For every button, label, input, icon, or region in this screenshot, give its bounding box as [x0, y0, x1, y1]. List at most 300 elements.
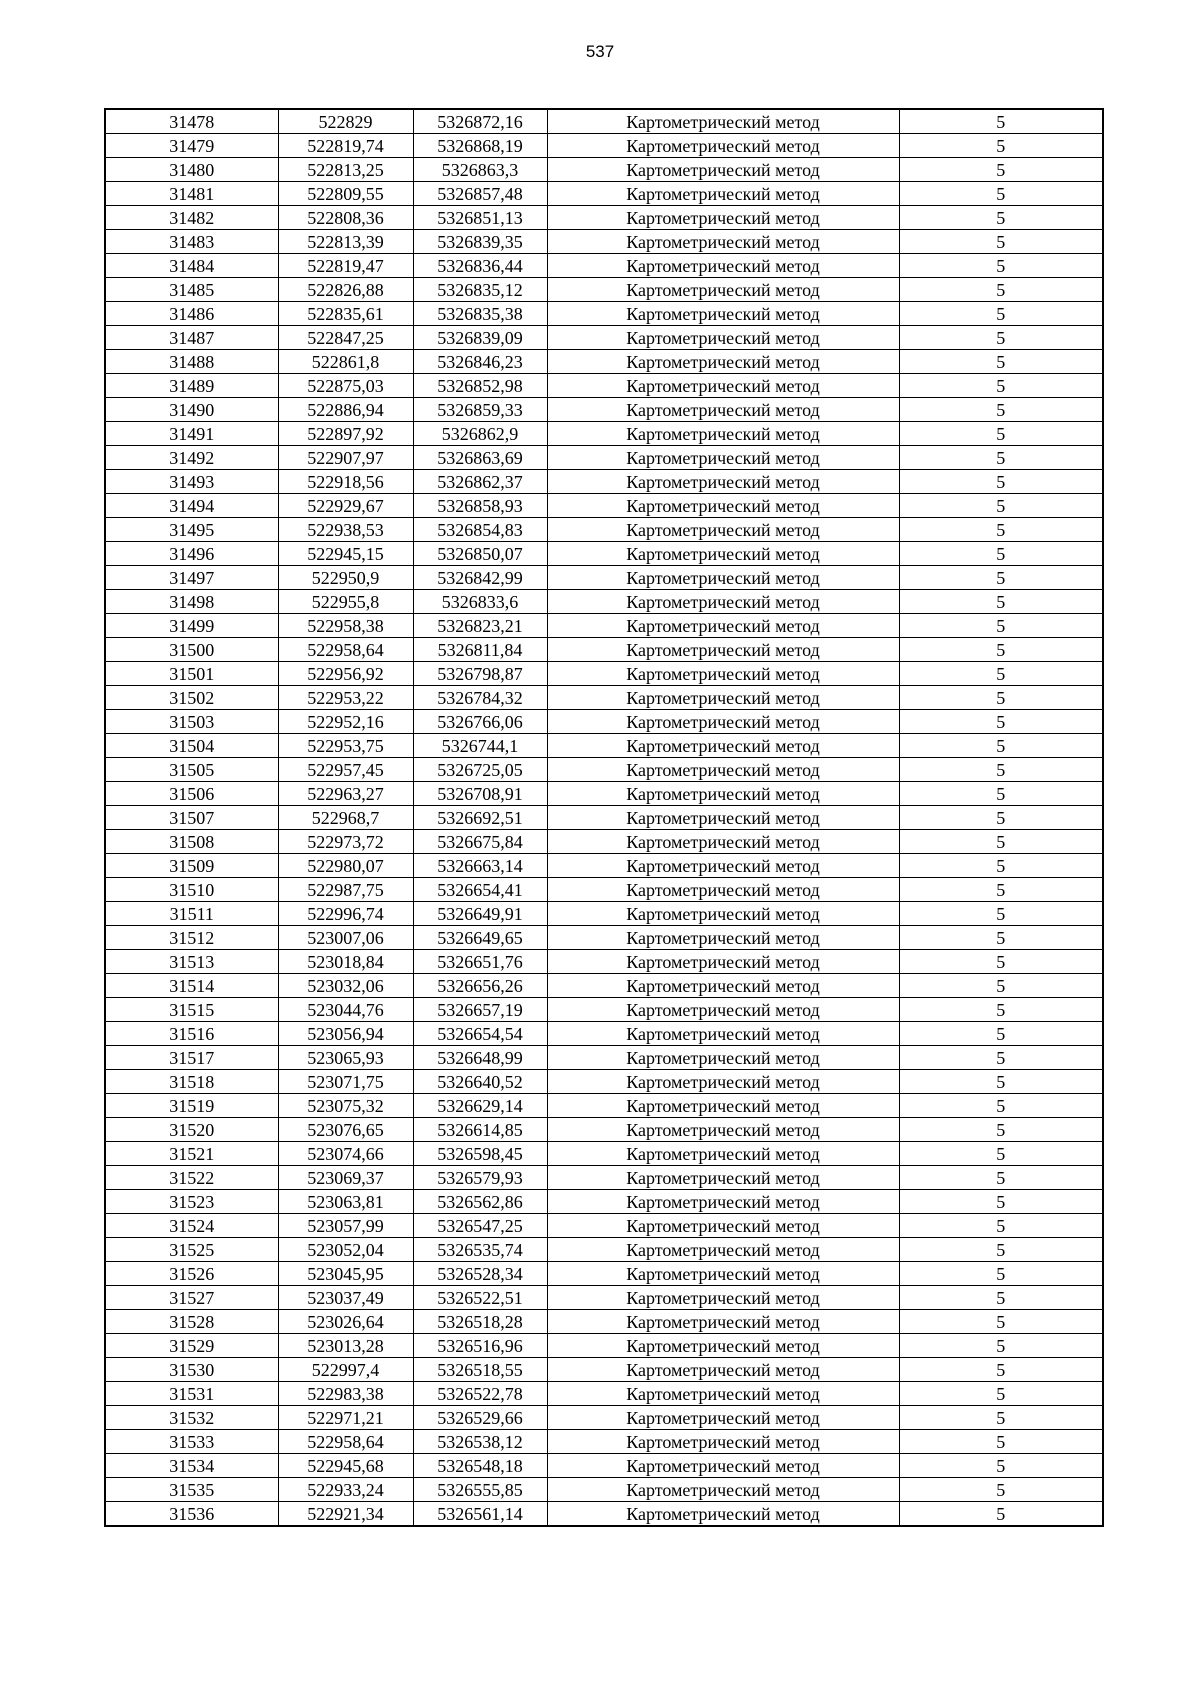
table-row: [105, 926, 1103, 950]
accuracy-cell: 5: [899, 326, 1103, 350]
y-coordinate-cell: 5326862,9: [413, 422, 547, 446]
method-cell: Картометрический метод: [547, 494, 899, 518]
point-number-cell: 31491: [105, 422, 278, 446]
point-number-cell: 31488: [105, 350, 278, 374]
x-coordinate-cell: 522971,21: [278, 1406, 413, 1430]
table-row: [105, 398, 1103, 422]
table-row: [105, 974, 1103, 998]
y-coordinate-cell: 5326629,14: [413, 1094, 547, 1118]
point-number-cell: 31480: [105, 158, 278, 182]
method-cell: Картометрический метод: [547, 854, 899, 878]
method-cell: Картометрический метод: [547, 1166, 899, 1190]
point-number-cell: 31514: [105, 974, 278, 998]
method-cell: Картометрический метод: [547, 518, 899, 542]
y-coordinate-cell: 5326863,69: [413, 446, 547, 470]
method-cell: Картометрический метод: [547, 902, 899, 926]
accuracy-cell: 5: [899, 1310, 1103, 1334]
y-coordinate-cell: 5326555,85: [413, 1478, 547, 1502]
method-cell: Картометрический метод: [547, 278, 899, 302]
accuracy-cell: 5: [899, 374, 1103, 398]
table-row: [105, 1310, 1103, 1334]
y-coordinate-cell: 5326784,32: [413, 686, 547, 710]
point-number-cell: 31528: [105, 1310, 278, 1334]
method-cell: Картометрический метод: [547, 590, 899, 614]
point-number-cell: 31487: [105, 326, 278, 350]
table-row: [105, 782, 1103, 806]
x-coordinate-cell: 522980,07: [278, 854, 413, 878]
y-coordinate-cell: 5326649,65: [413, 926, 547, 950]
accuracy-cell: 5: [899, 542, 1103, 566]
method-cell: Картометрический метод: [547, 662, 899, 686]
table-row: [105, 806, 1103, 830]
point-number-cell: 31479: [105, 134, 278, 158]
x-coordinate-cell: 523045,95: [278, 1262, 413, 1286]
x-coordinate-cell: 522953,75: [278, 734, 413, 758]
accuracy-cell: 5: [899, 206, 1103, 230]
x-coordinate-cell: 522813,25: [278, 158, 413, 182]
accuracy-cell: 5: [899, 230, 1103, 254]
accuracy-cell: 5: [899, 1286, 1103, 1310]
x-coordinate-cell: 522921,34: [278, 1502, 413, 1527]
table-row: [105, 710, 1103, 734]
point-number-cell: 31520: [105, 1118, 278, 1142]
table-row: [105, 638, 1103, 662]
point-number-cell: 31535: [105, 1478, 278, 1502]
y-coordinate-cell: 5326651,76: [413, 950, 547, 974]
table-row: [105, 1502, 1103, 1527]
y-coordinate-cell: 5326835,12: [413, 278, 547, 302]
y-coordinate-cell: 5326614,85: [413, 1118, 547, 1142]
point-number-cell: 31529: [105, 1334, 278, 1358]
point-number-cell: 31524: [105, 1214, 278, 1238]
x-coordinate-cell: 522829: [278, 109, 413, 134]
x-coordinate-cell: 523018,84: [278, 950, 413, 974]
method-cell: Картометрический метод: [547, 182, 899, 206]
x-coordinate-cell: 522886,94: [278, 398, 413, 422]
y-coordinate-cell: 5326850,07: [413, 542, 547, 566]
x-coordinate-cell: 522945,68: [278, 1454, 413, 1478]
point-number-cell: 31500: [105, 638, 278, 662]
accuracy-cell: 5: [899, 1334, 1103, 1358]
table-row: [105, 326, 1103, 350]
table-row: [105, 1262, 1103, 1286]
method-cell: Картометрический метод: [547, 998, 899, 1022]
method-cell: Картометрический метод: [547, 566, 899, 590]
table-body: [105, 109, 1103, 1526]
x-coordinate-cell: 523069,37: [278, 1166, 413, 1190]
accuracy-cell: 5: [899, 830, 1103, 854]
x-coordinate-cell: 522809,55: [278, 182, 413, 206]
x-coordinate-cell: 522958,38: [278, 614, 413, 638]
accuracy-cell: 5: [899, 278, 1103, 302]
accuracy-cell: 5: [899, 614, 1103, 638]
point-number-cell: 31499: [105, 614, 278, 638]
method-cell: Картометрический метод: [547, 638, 899, 662]
method-cell: Картометрический метод: [547, 878, 899, 902]
x-coordinate-cell: 522958,64: [278, 1430, 413, 1454]
y-coordinate-cell: 5326518,28: [413, 1310, 547, 1334]
method-cell: Картометрический метод: [547, 926, 899, 950]
point-number-cell: 31508: [105, 830, 278, 854]
y-coordinate-cell: 5326649,91: [413, 902, 547, 926]
method-cell: Картометрический метод: [547, 1238, 899, 1262]
accuracy-cell: 5: [899, 182, 1103, 206]
accuracy-cell: 5: [899, 1238, 1103, 1262]
x-coordinate-cell: 523057,99: [278, 1214, 413, 1238]
point-number-cell: 31525: [105, 1238, 278, 1262]
table-row: [105, 1022, 1103, 1046]
table-row: [105, 758, 1103, 782]
table-row: [105, 494, 1103, 518]
point-number-cell: 31486: [105, 302, 278, 326]
point-number-cell: 31512: [105, 926, 278, 950]
accuracy-cell: 5: [899, 1166, 1103, 1190]
x-coordinate-cell: 522950,9: [278, 566, 413, 590]
point-number-cell: 31517: [105, 1046, 278, 1070]
method-cell: Картометрический метод: [547, 109, 899, 134]
accuracy-cell: 5: [899, 1094, 1103, 1118]
method-cell: Картометрический метод: [547, 1118, 899, 1142]
y-coordinate-cell: 5326654,41: [413, 878, 547, 902]
table-row: [105, 662, 1103, 686]
point-number-cell: 31533: [105, 1430, 278, 1454]
y-coordinate-cell: 5326654,54: [413, 1022, 547, 1046]
x-coordinate-cell: 522826,88: [278, 278, 413, 302]
table-row: [105, 1478, 1103, 1502]
method-cell: Картометрический метод: [547, 134, 899, 158]
y-coordinate-cell: 5326857,48: [413, 182, 547, 206]
accuracy-cell: 5: [899, 566, 1103, 590]
table-row: [105, 1358, 1103, 1382]
table-row: [105, 446, 1103, 470]
accuracy-cell: 5: [899, 350, 1103, 374]
method-cell: Картометрический метод: [547, 1310, 899, 1334]
x-coordinate-cell: 522918,56: [278, 470, 413, 494]
method-cell: Картометрический метод: [547, 1382, 899, 1406]
y-coordinate-cell: 5326598,45: [413, 1142, 547, 1166]
table-row: [105, 1142, 1103, 1166]
method-cell: Картометрический метод: [547, 1214, 899, 1238]
accuracy-cell: 5: [899, 398, 1103, 422]
table-row: [105, 590, 1103, 614]
table-row: [105, 158, 1103, 182]
accuracy-cell: 5: [899, 878, 1103, 902]
x-coordinate-cell: 522983,38: [278, 1382, 413, 1406]
y-coordinate-cell: 5326640,52: [413, 1070, 547, 1094]
x-coordinate-cell: 522938,53: [278, 518, 413, 542]
x-coordinate-cell: 523056,94: [278, 1022, 413, 1046]
accuracy-cell: 5: [899, 998, 1103, 1022]
point-number-cell: 31498: [105, 590, 278, 614]
table-row: [105, 134, 1103, 158]
accuracy-cell: 5: [899, 758, 1103, 782]
method-cell: Картометрический метод: [547, 206, 899, 230]
y-coordinate-cell: 5326657,19: [413, 998, 547, 1022]
accuracy-cell: 5: [899, 902, 1103, 926]
point-number-cell: 31509: [105, 854, 278, 878]
y-coordinate-cell: 5326648,99: [413, 1046, 547, 1070]
y-coordinate-cell: 5326859,33: [413, 398, 547, 422]
y-coordinate-cell: 5326858,93: [413, 494, 547, 518]
y-coordinate-cell: 5326863,3: [413, 158, 547, 182]
point-number-cell: 31531: [105, 1382, 278, 1406]
y-coordinate-cell: 5326811,84: [413, 638, 547, 662]
table-row: [105, 182, 1103, 206]
accuracy-cell: 5: [899, 1190, 1103, 1214]
point-number-cell: 31515: [105, 998, 278, 1022]
point-number-cell: 31506: [105, 782, 278, 806]
coordinates-table: [104, 108, 1104, 1527]
method-cell: Картометрический метод: [547, 1454, 899, 1478]
accuracy-cell: 5: [899, 1262, 1103, 1286]
x-coordinate-cell: 523037,49: [278, 1286, 413, 1310]
method-cell: Картометрический метод: [547, 830, 899, 854]
accuracy-cell: 5: [899, 1142, 1103, 1166]
table-row: [105, 1190, 1103, 1214]
x-coordinate-cell: 522819,47: [278, 254, 413, 278]
accuracy-cell: 5: [899, 518, 1103, 542]
point-number-cell: 31482: [105, 206, 278, 230]
y-coordinate-cell: 5326766,06: [413, 710, 547, 734]
method-cell: Картометрический метод: [547, 1070, 899, 1094]
method-cell: Картометрический метод: [547, 254, 899, 278]
table-row: [105, 1430, 1103, 1454]
method-cell: Картометрический метод: [547, 686, 899, 710]
point-number-cell: 31526: [105, 1262, 278, 1286]
point-number-cell: 31495: [105, 518, 278, 542]
table-row: [105, 1166, 1103, 1190]
y-coordinate-cell: 5326561,14: [413, 1502, 547, 1527]
accuracy-cell: 5: [899, 1070, 1103, 1094]
method-cell: Картометрический метод: [547, 1022, 899, 1046]
x-coordinate-cell: 523052,04: [278, 1238, 413, 1262]
method-cell: Картометрический метод: [547, 350, 899, 374]
accuracy-cell: 5: [899, 1382, 1103, 1406]
point-number-cell: 31527: [105, 1286, 278, 1310]
y-coordinate-cell: 5326663,14: [413, 854, 547, 878]
method-cell: Картометрический метод: [547, 1478, 899, 1502]
x-coordinate-cell: 522907,97: [278, 446, 413, 470]
x-coordinate-cell: 522953,22: [278, 686, 413, 710]
point-number-cell: 31523: [105, 1190, 278, 1214]
method-cell: Картометрический метод: [547, 950, 899, 974]
table-row: [105, 109, 1103, 134]
x-coordinate-cell: 522957,45: [278, 758, 413, 782]
method-cell: Картометрический метод: [547, 806, 899, 830]
accuracy-cell: 5: [899, 1022, 1103, 1046]
table-row: [105, 902, 1103, 926]
accuracy-cell: 5: [899, 1118, 1103, 1142]
x-coordinate-cell: 523007,06: [278, 926, 413, 950]
point-number-cell: 31510: [105, 878, 278, 902]
y-coordinate-cell: 5326839,35: [413, 230, 547, 254]
accuracy-cell: 5: [899, 470, 1103, 494]
y-coordinate-cell: 5326836,44: [413, 254, 547, 278]
table-row: [105, 566, 1103, 590]
y-coordinate-cell: 5326529,66: [413, 1406, 547, 1430]
method-cell: Картометрический метод: [547, 302, 899, 326]
table-row: [105, 1094, 1103, 1118]
table-row: [105, 1334, 1103, 1358]
y-coordinate-cell: 5326708,91: [413, 782, 547, 806]
method-cell: Картометрический метод: [547, 470, 899, 494]
point-number-cell: 31501: [105, 662, 278, 686]
y-coordinate-cell: 5326548,18: [413, 1454, 547, 1478]
accuracy-cell: 5: [899, 1454, 1103, 1478]
x-coordinate-cell: 522933,24: [278, 1478, 413, 1502]
table-row: [105, 374, 1103, 398]
x-coordinate-cell: 522897,92: [278, 422, 413, 446]
y-coordinate-cell: 5326862,37: [413, 470, 547, 494]
point-number-cell: 31494: [105, 494, 278, 518]
page-number: 537: [585, 42, 615, 61]
point-number-cell: 31511: [105, 902, 278, 926]
y-coordinate-cell: 5326518,55: [413, 1358, 547, 1382]
table-row: [105, 518, 1103, 542]
accuracy-cell: 5: [899, 782, 1103, 806]
x-coordinate-cell: 522987,75: [278, 878, 413, 902]
method-cell: Картометрический метод: [547, 758, 899, 782]
accuracy-cell: 5: [899, 1430, 1103, 1454]
accuracy-cell: 5: [899, 734, 1103, 758]
method-cell: Картометрический метод: [547, 1430, 899, 1454]
method-cell: Картометрический метод: [547, 734, 899, 758]
table-row: [105, 1214, 1103, 1238]
x-coordinate-cell: 523026,64: [278, 1310, 413, 1334]
y-coordinate-cell: 5326528,34: [413, 1262, 547, 1286]
accuracy-cell: 5: [899, 926, 1103, 950]
method-cell: Картометрический метод: [547, 1190, 899, 1214]
table-row: [105, 830, 1103, 854]
x-coordinate-cell: 522968,7: [278, 806, 413, 830]
method-cell: Картометрический метод: [547, 1358, 899, 1382]
table-row: [105, 542, 1103, 566]
x-coordinate-cell: 523075,32: [278, 1094, 413, 1118]
accuracy-cell: 5: [899, 638, 1103, 662]
table-row: [105, 1238, 1103, 1262]
table-row: [105, 1070, 1103, 1094]
y-coordinate-cell: 5326725,05: [413, 758, 547, 782]
table-row: [105, 998, 1103, 1022]
x-coordinate-cell: 522819,74: [278, 134, 413, 158]
accuracy-cell: 5: [899, 158, 1103, 182]
x-coordinate-cell: 522813,39: [278, 230, 413, 254]
method-cell: Картометрический метод: [547, 1046, 899, 1070]
point-number-cell: 31536: [105, 1502, 278, 1527]
y-coordinate-cell: 5326872,16: [413, 109, 547, 134]
point-number-cell: 31532: [105, 1406, 278, 1430]
table-row: [105, 734, 1103, 758]
y-coordinate-cell: 5326839,09: [413, 326, 547, 350]
x-coordinate-cell: 522963,27: [278, 782, 413, 806]
accuracy-cell: 5: [899, 302, 1103, 326]
point-number-cell: 31490: [105, 398, 278, 422]
x-coordinate-cell: 523063,81: [278, 1190, 413, 1214]
method-cell: Картометрический метод: [547, 1094, 899, 1118]
accuracy-cell: 5: [899, 1502, 1103, 1527]
y-coordinate-cell: 5326852,98: [413, 374, 547, 398]
table-row: [105, 1406, 1103, 1430]
accuracy-cell: 5: [899, 590, 1103, 614]
table-row: [105, 1286, 1103, 1310]
y-coordinate-cell: 5326835,38: [413, 302, 547, 326]
method-cell: Картометрический метод: [547, 1334, 899, 1358]
y-coordinate-cell: 5326854,83: [413, 518, 547, 542]
accuracy-cell: 5: [899, 1478, 1103, 1502]
x-coordinate-cell: 522861,8: [278, 350, 413, 374]
method-cell: Картометрический метод: [547, 1502, 899, 1527]
point-number-cell: 31505: [105, 758, 278, 782]
point-number-cell: 31504: [105, 734, 278, 758]
y-coordinate-cell: 5326744,1: [413, 734, 547, 758]
accuracy-cell: 5: [899, 974, 1103, 998]
x-coordinate-cell: 523076,65: [278, 1118, 413, 1142]
x-coordinate-cell: 522835,61: [278, 302, 413, 326]
point-number-cell: 31522: [105, 1166, 278, 1190]
table-row: [105, 686, 1103, 710]
accuracy-cell: 5: [899, 494, 1103, 518]
y-coordinate-cell: 5326656,26: [413, 974, 547, 998]
accuracy-cell: 5: [899, 710, 1103, 734]
method-cell: Картометрический метод: [547, 230, 899, 254]
accuracy-cell: 5: [899, 806, 1103, 830]
point-number-cell: 31489: [105, 374, 278, 398]
accuracy-cell: 5: [899, 686, 1103, 710]
table-row: [105, 254, 1103, 278]
point-number-cell: 31492: [105, 446, 278, 470]
table-row: [105, 206, 1103, 230]
accuracy-cell: 5: [899, 662, 1103, 686]
point-number-cell: 31518: [105, 1070, 278, 1094]
point-number-cell: 31534: [105, 1454, 278, 1478]
x-coordinate-cell: 523065,93: [278, 1046, 413, 1070]
y-coordinate-cell: 5326842,99: [413, 566, 547, 590]
y-coordinate-cell: 5326538,12: [413, 1430, 547, 1454]
y-coordinate-cell: 5326522,78: [413, 1382, 547, 1406]
method-cell: Картометрический метод: [547, 1142, 899, 1166]
y-coordinate-cell: 5326547,25: [413, 1214, 547, 1238]
method-cell: Картометрический метод: [547, 542, 899, 566]
y-coordinate-cell: 5326579,93: [413, 1166, 547, 1190]
accuracy-cell: 5: [899, 1046, 1103, 1070]
x-coordinate-cell: 522875,03: [278, 374, 413, 398]
point-number-cell: 31483: [105, 230, 278, 254]
accuracy-cell: 5: [899, 109, 1103, 134]
accuracy-cell: 5: [899, 1358, 1103, 1382]
accuracy-cell: 5: [899, 950, 1103, 974]
y-coordinate-cell: 5326562,86: [413, 1190, 547, 1214]
x-coordinate-cell: 522973,72: [278, 830, 413, 854]
x-coordinate-cell: 522955,8: [278, 590, 413, 614]
y-coordinate-cell: 5326823,21: [413, 614, 547, 638]
table-row: [105, 1454, 1103, 1478]
point-number-cell: 31484: [105, 254, 278, 278]
method-cell: Картометрический метод: [547, 374, 899, 398]
table-row: [105, 350, 1103, 374]
point-number-cell: 31502: [105, 686, 278, 710]
accuracy-cell: 5: [899, 254, 1103, 278]
y-coordinate-cell: 5326516,96: [413, 1334, 547, 1358]
point-number-cell: 31478: [105, 109, 278, 134]
y-coordinate-cell: 5326833,6: [413, 590, 547, 614]
x-coordinate-cell: 523013,28: [278, 1334, 413, 1358]
x-coordinate-cell: 522808,36: [278, 206, 413, 230]
x-coordinate-cell: 523071,75: [278, 1070, 413, 1094]
y-coordinate-cell: 5326868,19: [413, 134, 547, 158]
x-coordinate-cell: 523074,66: [278, 1142, 413, 1166]
y-coordinate-cell: 5326851,13: [413, 206, 547, 230]
x-coordinate-cell: 522997,4: [278, 1358, 413, 1382]
